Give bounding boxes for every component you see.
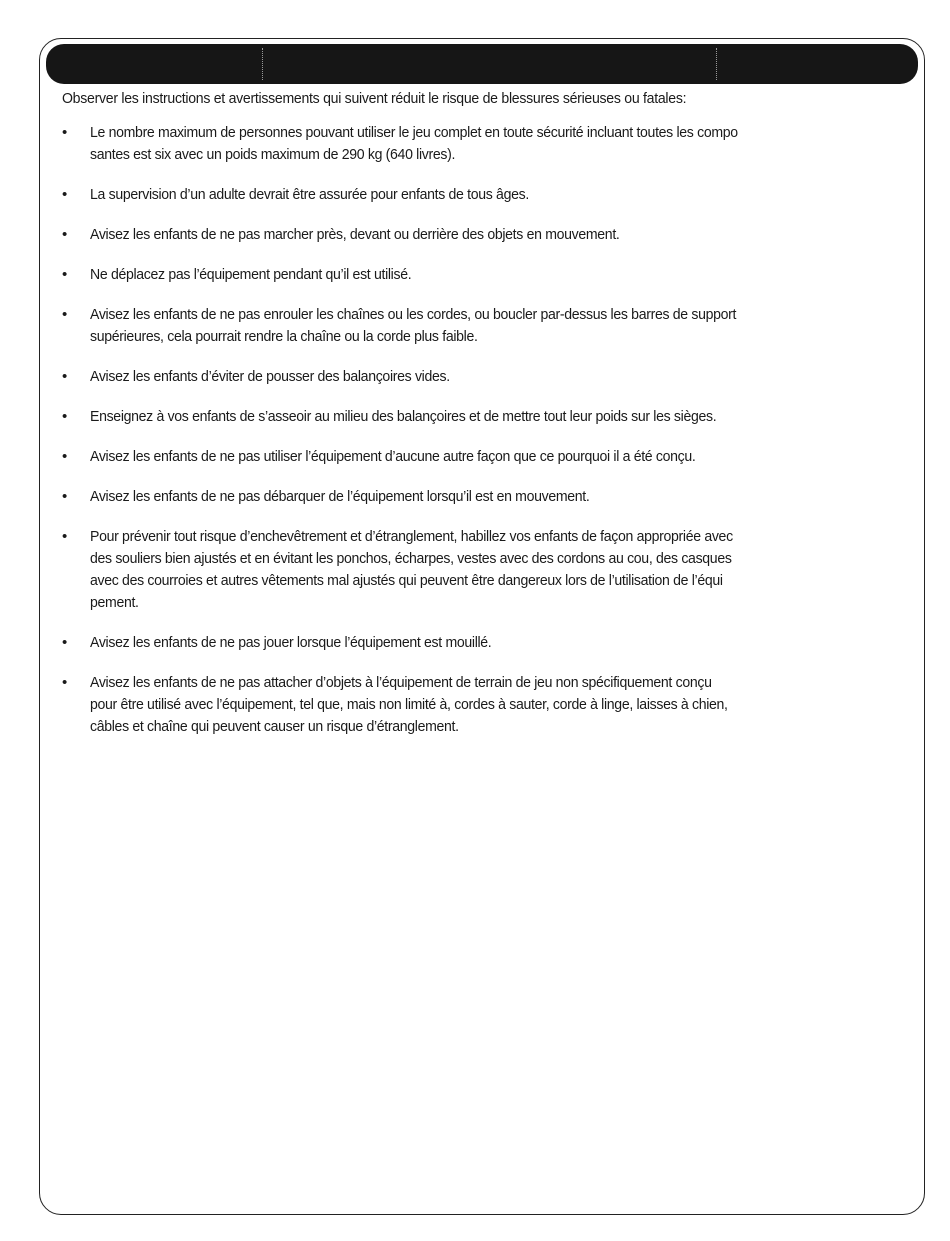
- warning-text-line: Avisez les enfants de ne pas marcher près, devant ou derrière des objets en mouvement.: [90, 226, 620, 243]
- bullet-icon: •: [62, 528, 68, 545]
- warning-item: [62, 406, 900, 428]
- bullet-icon: •: [62, 124, 68, 141]
- warnings-content: [62, 88, 900, 756]
- bullet-icon: •: [62, 368, 68, 385]
- bullet-icon: •: [62, 408, 68, 425]
- bullet-icon: •: [62, 306, 68, 323]
- warning-text-line: santes est six avec un poids maximum de 290 kg (640 livres).: [90, 146, 456, 163]
- warning-item: [62, 446, 900, 468]
- warning-item: [62, 264, 900, 286]
- bullet-icon: •: [62, 488, 68, 505]
- header-bar: [46, 44, 918, 84]
- warning-text-line: Avisez les enfants de ne pas jouer lorsque l’équipement est mouillé.: [90, 634, 492, 651]
- warning-text-line: Ne déplacez pas l’équipement pendant qu’il est utilisé.: [90, 266, 412, 283]
- warning-text-line: pement.: [90, 594, 139, 611]
- warnings-list: [62, 122, 900, 738]
- warning-text-line: avec des courroies et autres vêtements mal ajustés qui peuvent être dangereux lors de l’utilisation de l’équi: [90, 572, 723, 589]
- header-divider: [262, 48, 263, 80]
- warning-text-line: Avisez les enfants de ne pas attacher d’objets à l’équipement de terrain de jeu non spécifiquement conçu: [90, 674, 712, 691]
- bullet-icon: •: [62, 226, 68, 243]
- bullet-icon: •: [62, 448, 68, 465]
- warning-text-line: câbles et chaîne qui peuvent causer un risque d’étranglement.: [90, 718, 459, 735]
- warning-text-line: supérieures, cela pourrait rendre la chaîne ou la corde plus faible.: [90, 328, 478, 345]
- warning-item: [62, 486, 900, 508]
- warning-text-line: Avisez les enfants de ne pas enrouler les chaînes ou les cordes, ou boucler par-dessus les barres de support: [90, 306, 737, 323]
- warning-text-line: Avisez les enfants d’éviter de pousser des balançoires vides.: [90, 368, 450, 385]
- header-divider: [716, 48, 717, 80]
- warning-item: [62, 224, 900, 246]
- warning-item: [62, 672, 900, 738]
- warning-text-line: La supervision d’un adulte devrait être assurée pour enfants de tous âges.: [90, 186, 529, 203]
- bullet-icon: •: [62, 266, 68, 283]
- warning-item: [62, 184, 900, 206]
- intro-text: Observer les instructions et avertissements qui suivent réduit le risque de blessures sérieuses ou fatales:: [62, 90, 687, 107]
- warning-item: [62, 526, 900, 614]
- warning-text-line: pour être utilisé avec l’équipement, tel que, mais non limité à, cordes à sauter, corde à linge, laisses à chien,: [90, 696, 728, 713]
- bullet-icon: •: [62, 634, 68, 651]
- warning-text-line: Le nombre maximum de personnes pouvant utiliser le jeu complet en toute sécurité incluant toutes les compo: [90, 124, 738, 141]
- warning-text-line: des souliers bien ajustés et en évitant les ponchos, écharpes, vestes avec des cordons au cou, des casques: [90, 550, 732, 567]
- warning-item: [62, 122, 900, 166]
- warning-item: [62, 304, 900, 348]
- warning-text-line: Enseignez à vos enfants de s’asseoir au milieu des balançoires et de mettre tout leur poids sur les sièges.: [90, 408, 717, 425]
- warning-item: [62, 632, 900, 654]
- warning-item: [62, 366, 900, 388]
- bullet-icon: •: [62, 186, 68, 203]
- bullet-icon: •: [62, 674, 68, 691]
- warning-text-line: Pour prévenir tout risque d’enchevêtrement et d’étranglement, habillez vos enfants de façon appropriée avec: [90, 528, 733, 545]
- warning-text-line: Avisez les enfants de ne pas débarquer de l’équipement lorsqu’il est en mouvement.: [90, 488, 590, 505]
- warning-text-line: Avisez les enfants de ne pas utiliser l’équipement d’aucune autre façon que ce pourquoi il a été conçu.: [90, 448, 696, 465]
